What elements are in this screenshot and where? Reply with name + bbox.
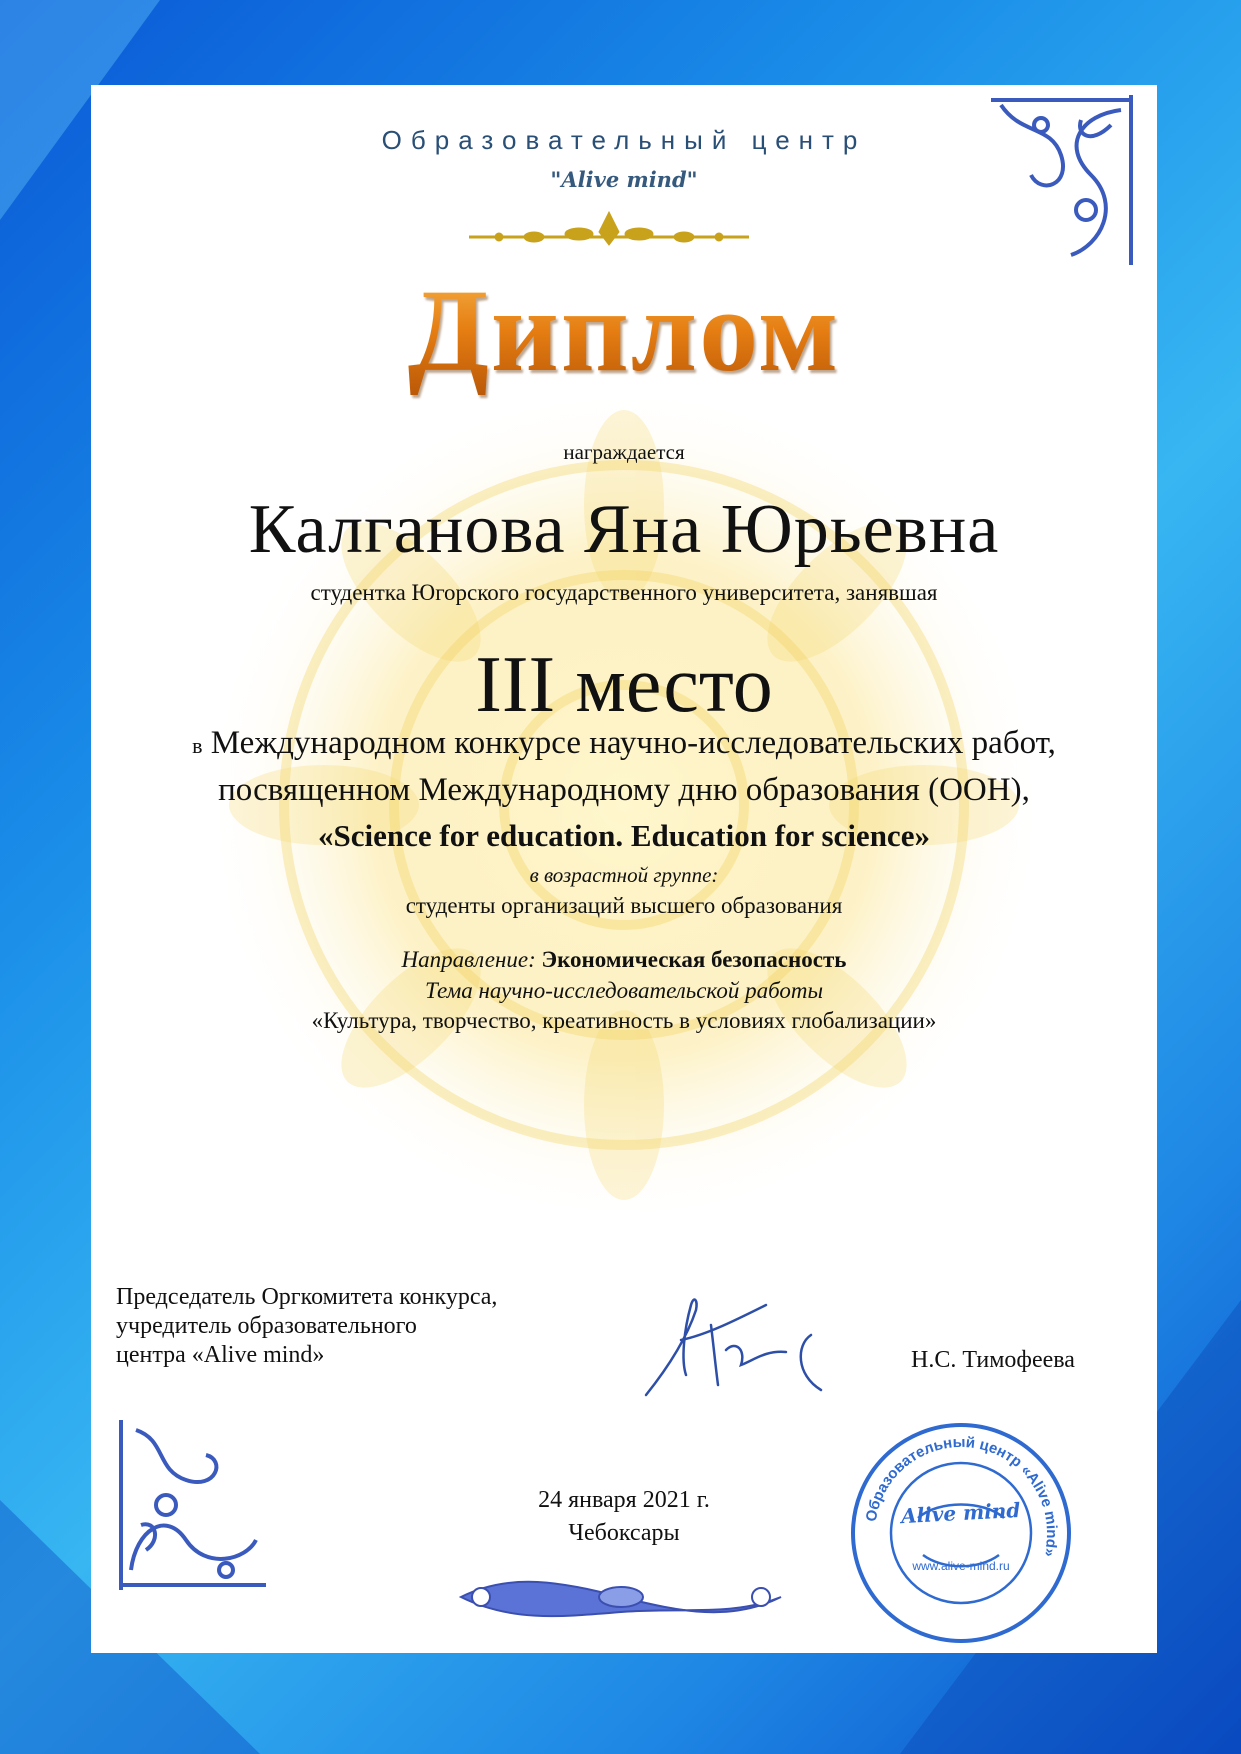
recipient-name: Калганова Яна Юрьевна [248, 491, 1000, 568]
stamp-ring-text: Образовательный центр «Alive mind» [862, 1433, 1061, 1559]
signer-name: Н.С. Тимофеева [911, 1347, 1075, 1373]
direction-value: Экономическая безопасность [541, 947, 847, 972]
stamp-center [848, 1420, 1074, 1646]
direction-line [91, 947, 1157, 973]
place-award: III место [475, 641, 773, 729]
handwritten-signature-icon [636, 1280, 826, 1410]
age-group-label: в возрастной группе: [529, 863, 719, 887]
contest-line-1-text: Международном конкурсе научно-исследовательских работ, [210, 725, 1056, 761]
diploma-heading: Диплом [91, 263, 1157, 399]
topic-label: Тема научно-исследовательской работы [424, 978, 824, 1003]
diploma-sheet [91, 85, 1157, 1653]
contest-title: «Science for education. Education for science» [318, 818, 930, 853]
contest-line-1 [91, 725, 1157, 762]
education-center-title: Образовательный центр [381, 125, 867, 155]
contest-prefix: в [192, 733, 203, 758]
stamp-url: www.alive-mind.ru [912, 1559, 1010, 1573]
issue-date: 24 января 2021 г. [538, 1487, 710, 1513]
stamp-logo-text: Alive mind [900, 1497, 1022, 1529]
chair-line-1: Председатель Оргкомитета конкурса, [116, 1284, 498, 1310]
chair-line-2: учредитель образовательного [116, 1313, 417, 1339]
chair-title-block [116, 1283, 616, 1370]
bottom-scroll-ornament-icon [451, 1567, 791, 1627]
chair-line-3: центра «Alive mind» [116, 1342, 325, 1368]
awarded-label: награждается [563, 440, 685, 464]
contest-line-2: посвященном Международному дню образования (ООН), [218, 772, 1030, 808]
topic-value: «Культура, творчество, креативность в условиях глобализации» [311, 1008, 937, 1033]
issue-city: Чебоксары [568, 1520, 680, 1546]
age-group-value: студенты организаций высшего образования [405, 893, 843, 918]
direction-label: Направление: [401, 947, 536, 972]
gold-divider-flourish-icon [464, 207, 754, 257]
education-center-name: "Alive mind" [550, 167, 698, 192]
student-info: студентка Югорского государственного университета, занявшая [310, 580, 938, 605]
